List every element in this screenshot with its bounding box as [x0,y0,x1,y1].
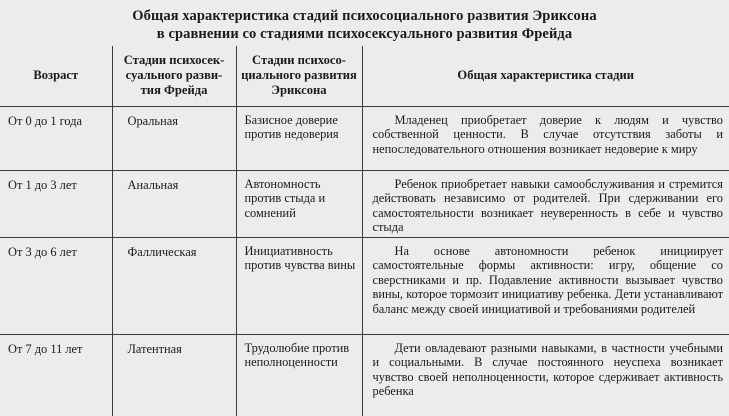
erikson-stage-cell: Трудолюбие против неполноценности [236,334,362,416]
table-row [0,334,729,416]
description-text: Дети овладевают разными навыками, в частности учебными и социальными. В случае постоянного неуспеха возникает чувство своей неполноценности, которое сдерживает активность ребенка [372,340,723,399]
title-line-1: Общая характеристика стадий психосоциального развития Эриксона [132,8,597,24]
table-header-row [0,46,729,106]
description-text: На основе автономности ребенок инициирует самостоятельные формы активности: игру, общение со сверстниками и пр. Подавление активности вызывает чувство вины, которое тормозит инициативу ребенка. Дети устанавливают баланс между своей инициативой и требованиями родителей [372,243,723,316]
freud-stage-cell: Латентная [112,334,236,416]
age-cell: От 7 до 11 лет [0,334,112,416]
header-freud-stages [112,46,236,106]
freud-stage-cell: Анальная [112,170,236,237]
description-text: Ребенок приобретает навыки самообслуживания и стремится действовать независимо от родителей. При сдерживании его самостоятельности возникает неуверенность в себе и чувство стыда [372,176,723,235]
table-row [0,237,729,334]
description-cell [362,170,729,237]
table-row [0,170,729,237]
header-erikson-line: циального развития [241,68,357,83]
header-freud-line: тия Фрейда [140,83,208,98]
header-age: Возраст [0,46,112,106]
erikson-stage-cell: Инициативность против чувства вины [236,237,362,334]
age-cell: От 0 до 1 года [0,106,112,170]
title-line-2: в сравнении со стадиями психосексуального развития Фрейда [156,26,573,42]
freud-stage-cell: Оральная [112,106,236,170]
erikson-stage-cell: Автономность против стыда и сомнений [236,170,362,237]
header-description: Общая характеристика стадии [362,46,729,106]
description-cell [362,237,729,334]
table-row [0,106,729,170]
erikson-stage-cell: Базисное доверие против недоверия [236,106,362,170]
header-freud-line: суального разви- [125,68,223,83]
age-cell: От 3 до 6 лет [0,237,112,334]
header-erikson-stages [236,46,362,106]
description-cell [362,106,729,170]
erikson-freud-table [0,46,729,416]
header-freud-line: Стадии психосек- [123,53,225,68]
header-erikson-line: Стадии психосо- [252,53,346,68]
header-erikson-line: Эриксона [271,83,327,98]
age-cell: От 1 до 3 лет [0,170,112,237]
document-title [0,7,729,43]
description-cell [362,334,729,416]
description-text: Младенец приобретает доверие к людям и чувство собственной ценности. В случае отсутствия заботы и непоследовательного отношения возникает недоверие к миру [372,112,723,156]
freud-stage-cell: Фаллическая [112,237,236,334]
